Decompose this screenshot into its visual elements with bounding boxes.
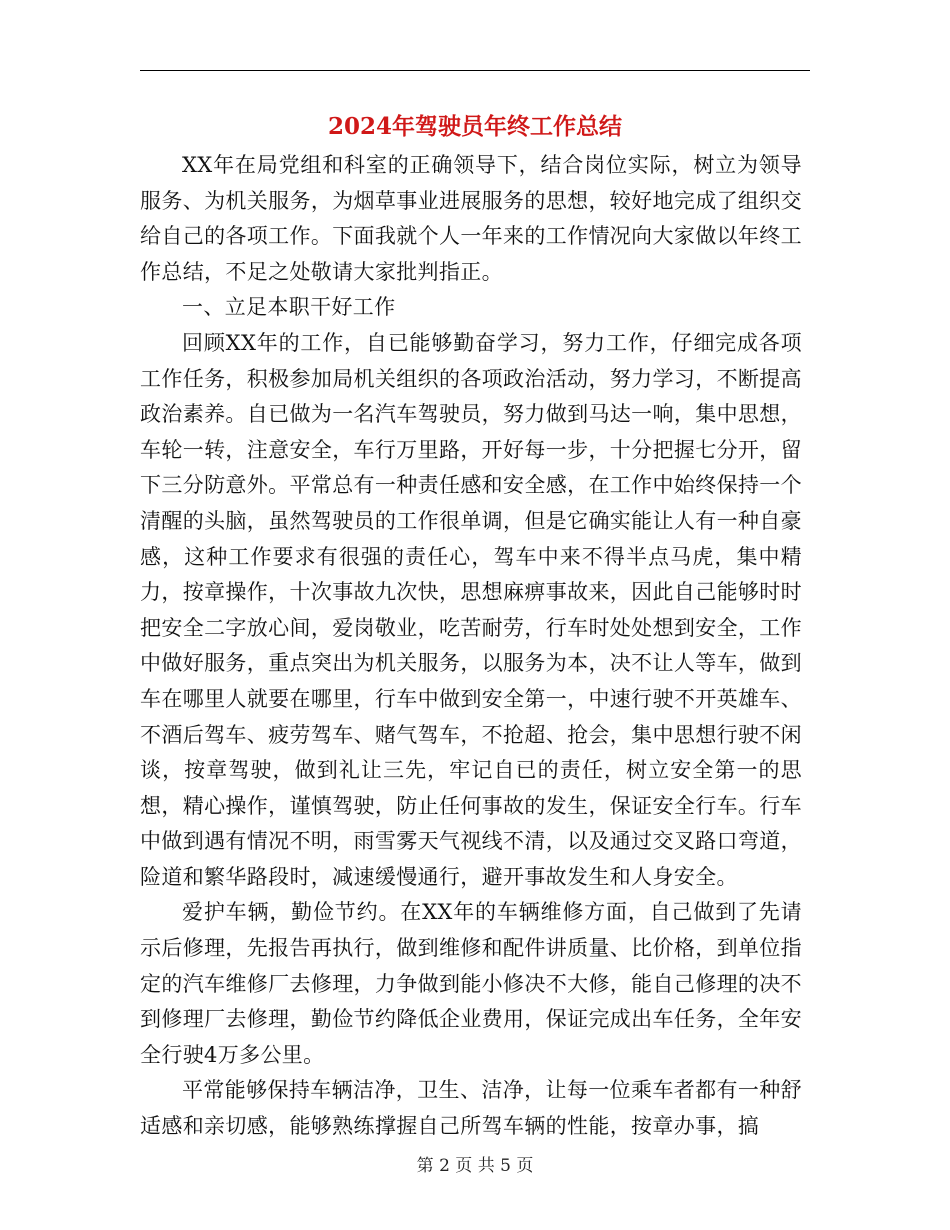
paragraph-intro: XX年在局党组和科室的正确领导下，结合岗位实际，树立为领导服务、为机关服务，为烟草事业进展服务的思想，较好地完成了组织交给自己的各项工作。下面我就个人一年来的工作情况向大家做以年终工作总结，不足之处敬请大家批判指正。 [140,153,802,284]
page-number: 第 2 页 共 5 页 [416,1156,534,1176]
header-rule [140,70,810,71]
document-title: 2024年驾驶员年终工作总结 [327,113,622,140]
paragraph-vehicle-care: 爱护车辆，勤俭节约。在XX年的车辆维修方面，自己做到了先请示后修理，先报告再执行，做到维修和配件讲质量、比价格，到单位指定的汽车维修厂去修理，力争做到能小修决不大修，能自己修理的决不到修理厂去修理，勤俭节约降低企业费用，保证完成出车任务，全年安全行驶4万多公里。 [140,900,802,1067]
section-heading: 一、立足本职干好工作 [182,295,396,320]
document-body [140,148,802,1145]
paragraph-cleanliness: 平常能够保持车辆洁净，卫生、洁净，让每一位乘车者都有一种舒适感和亲切感，能够熟练撑握自己所驾车辆的性能，按章办事，搞 [140,1078,802,1139]
paragraph-review: 回顾XX年的工作，自已能够勤奋学习，努力工作，仔细完成各项工作任务，积极参加局机关组织的各项政治活动，努力学习，不断提高政治素养。自已做为一名汽车驾驶员，努力做到马达一响，集中思想，车轮一转，注意安全，车行万里路，开好每一步，十分把握七分开，留下三分防意外。平常总有一种责任感和安全感，在工作中始终保持一个清醒的头脑，虽然驾驶员的工作很单调，但是它确实能让人有一种自豪感，这种工作要求有很强的责任心，驾车中来不得半点马虎，集中精力，按章操作，十次事故九次快，思想麻痹事故来，因此自己能够时时把安全二字放心间，爱岗敬业，吃苦耐劳，行车时处处想到安全，工作中做好服务，重点突出为机关服务，以服务为本，决不让人等车，做到车在哪里人就要在哪里，行车中做到安全第一，中速行驶不开英雄车、不酒后驾车、疲劳驾车、赌气驾车，不抢超、抢会，集中思想行驶不闲谈，按章驾驶，做到礼让三先，牢记自已的责任，树立安全第一的思想，精心操作，谨慎驾驶，防止任何事故的发生，保证安全行车。行车中做到遇有情况不明，雨雪雾天气视线不清，以及通过交叉路口弯道，险道和繁华路段时，减速缓慢通行，避开事故发生和人身安全。 [140,330,802,889]
